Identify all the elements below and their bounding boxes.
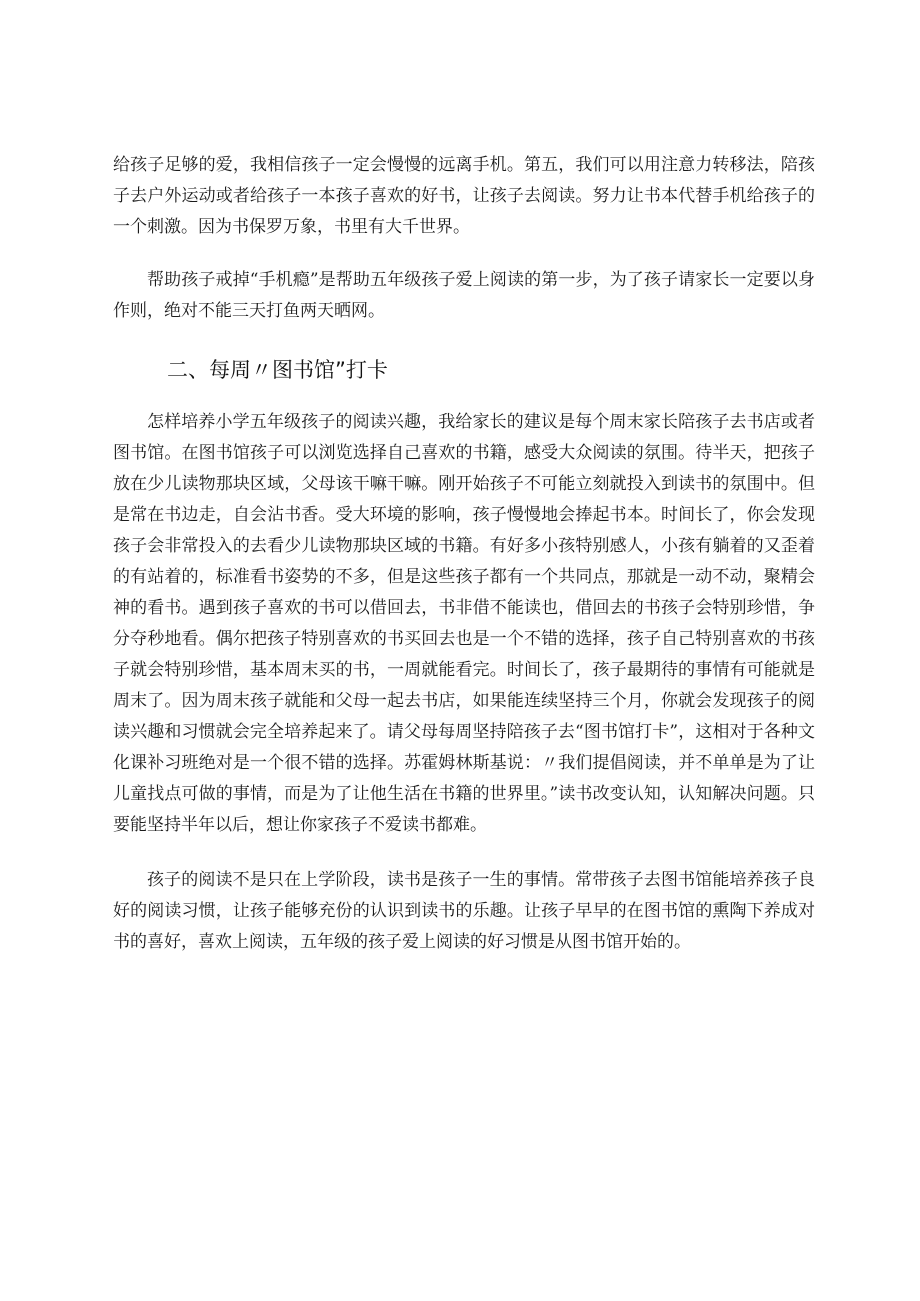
- paragraph-phone-addiction: 帮助孩子戒掉“手机瘾”是帮助五年级孩子爱上阅读的第一步，为了孩子请家长一定要以身作则，绝对不能三天打鱼两天晒网。: [113, 270, 815, 321]
- paragraph-library-checkin: 怎样培养小学五年级孩子的阅读兴趣，我给家长的建议是每个周末家长陪孩子去书店或者图书馆。在图书馆孩子可以浏览选择自己喜欢的书籍，感受大众阅读的氛围。待半天，把孩子放在少儿读物那块区域，父母该干嘛干嘛。刚开始孩子不可能立刻就投入到读书的氛围中。但是常在书边走，自会沾书香。受大环境的影响，孩子慢慢地会捧起书本。时间长了，你会发现孩子会非常投入的去看少儿读物那块区域的书籍。有好多小孩特别感人，小孩有躺着的又歪着的有站着的，标准看书姿势的不多，但是这些孩子都有一个共同点，那就是一动不动，聚精会神的看书。遇到孩子喜欢的书可以借回去，书非借不能读也，借回去的书孩子会特别珍惜，争分夺秒地看。偶尔把孩子特别喜欢的书买回去也是一个不错的选择，孩子自己特别喜欢的书孩子就会特别珍惜，基本周末买的书，一周就能看完。时间长了，孩子最期待的事情有可能就是周末了。因为周末孩子就能和父母一起去书店，如果能连续坚持三个月，你就会发现孩子的阅读兴趣和习惯就会完全培养起来了。请父母每周坚持陪孩子去“图书馆打卡”，这相对于各种文化课补习班绝对是一个很不错的选择。苏霍姆林斯基说：〃我们提倡阅读，并不单单是为了让儿童找点可做的事情，而是为了让他生活在书籍的世界里。”读书改变认知，认知解决问题。只要能坚持半年以后，想让你家孩子不爱读书都难。: [113, 412, 815, 835]
- section-heading: 二、每周〃图书馆”打卡: [167, 358, 388, 382]
- document-body: [113, 150, 815, 958]
- paragraph-continued: 给孩子足够的爱，我相信孩子一定会慢慢的远离手机。第五，我们可以用注意力转移法，陪孩子去户外运动或者给孩子一本孩子喜欢的好书，让孩子去阅读。努力让书本代替手机给孩子的一个刺激。因为书保罗万象，书里有大千世界。: [113, 155, 815, 237]
- paragraph-lifelong-reading: 孩子的阅读不是只在上学阶段，读书是孩子一生的事情。常带孩子去图书馆能培养孩子良好的阅读习惯，让孩子能够充份的认识到读书的乐趣。让孩子早早的在图书馆的熏陶下养成对书的喜好，喜欢上阅读，五年级的孩子爱上阅读的好习惯是从图书馆开始的。: [113, 870, 815, 952]
